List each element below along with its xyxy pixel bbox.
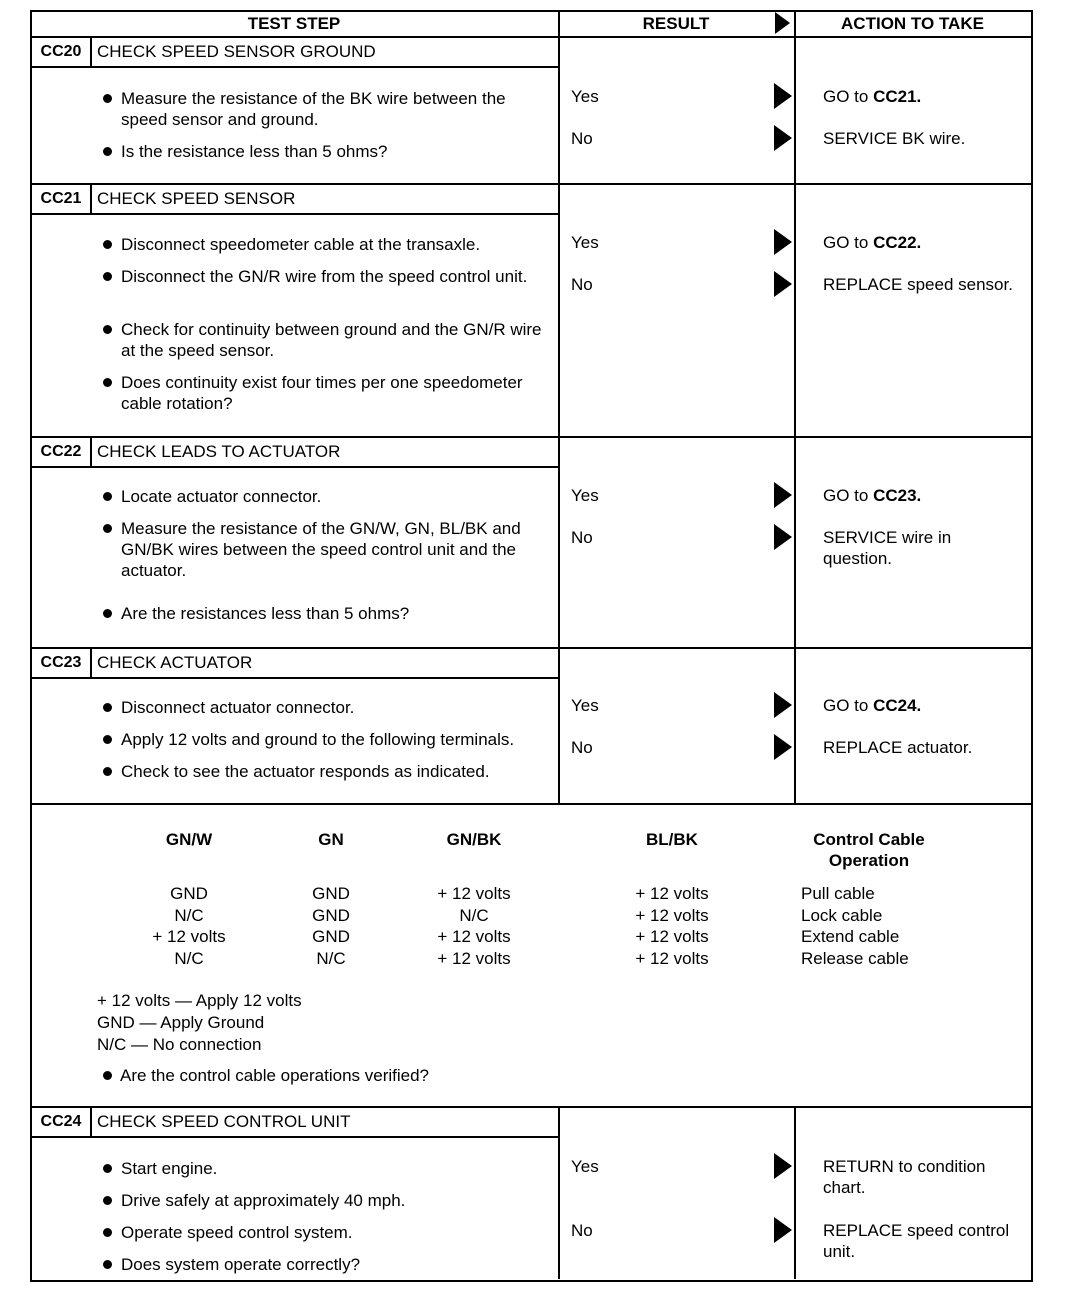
terminal-column-header: Control Cable Operation	[813, 830, 925, 870]
action-target: CC24.	[873, 696, 922, 715]
terminal-cell: N/C	[316, 948, 346, 968]
action-text	[823, 737, 1018, 758]
col-divider-2-cc24	[794, 1108, 796, 1279]
outer-border-top	[30, 10, 1033, 12]
code-box-divider	[90, 438, 92, 467]
result-label: Yes	[571, 233, 599, 252]
terminal-cell-operation: Pull cable	[801, 884, 875, 903]
terminal-cell: GND	[312, 884, 350, 903]
title-box-bottom	[30, 677, 558, 679]
step-bullet: Does continuity exist four times per one speedometer cable rotation?	[121, 373, 523, 413]
step-title: CHECK SPEED CONTROL UNIT	[97, 1112, 351, 1131]
action-prefix: GO to	[823, 696, 874, 715]
terminal-cell-operation: Lock cable	[801, 905, 883, 925]
title-box-bottom	[30, 213, 558, 215]
action-text	[823, 274, 1018, 295]
step-bullet: Is the resistance less than 5 ohms?	[121, 142, 388, 161]
bullet-icon	[103, 703, 112, 712]
action-prefix: SERVICE wire in question.	[823, 528, 952, 568]
legend-line: + 12 volts — Apply 12 volts	[97, 991, 302, 1010]
action-text	[823, 1220, 1018, 1262]
result-label: Yes	[571, 1157, 599, 1176]
terminal-column-header: GN	[318, 830, 344, 849]
step-code: CC22	[40, 443, 82, 460]
col-divider-2-cc23	[794, 649, 796, 803]
step-bullet: Start engine.	[121, 1159, 218, 1178]
code-box-divider	[90, 38, 92, 67]
terminal-cell-operation: Extend cable	[801, 927, 900, 946]
result-arrow-icon	[774, 482, 792, 508]
result-arrow-icon	[774, 1153, 792, 1179]
header-rule	[30, 36, 1031, 38]
bullet-icon	[103, 1228, 112, 1237]
action-prefix: SERVICE BK wire.	[823, 129, 966, 148]
step-title: CHECK SPEED SENSOR	[97, 189, 296, 208]
section-rule-cc21	[30, 183, 1031, 185]
bullet-icon	[103, 240, 112, 249]
terminal-cell-operation: Release cable	[801, 948, 909, 968]
terminal-question: Are the control cable operations verified?	[120, 1066, 430, 1085]
terminal-column-header: GN/BK	[446, 830, 502, 849]
col-divider-1-cc20	[558, 38, 560, 183]
header-arrow-icon	[775, 12, 790, 34]
step-bullet: Measure the resistance of the GN/W, GN, BL/BK and GN/BK wires between the speed control unit and the actuator.	[121, 519, 521, 580]
action-text	[823, 128, 1018, 149]
terminal-section-bottom	[30, 1106, 1031, 1108]
outer-border-bottom	[30, 1280, 1033, 1282]
step-bullet: Disconnect actuator connector.	[121, 698, 355, 717]
step-bullet: Check to see the actuator responds as indicated.	[121, 762, 490, 781]
action-prefix: GO to	[823, 486, 874, 505]
col-divider-1-cc21	[558, 185, 560, 436]
step-bullet: Apply 12 volts and ground to the following terminals.	[121, 730, 515, 749]
result-arrow-icon	[774, 83, 792, 109]
result-arrow-icon	[774, 1217, 792, 1243]
action-target: CC23.	[873, 486, 922, 505]
result-label: Yes	[571, 486, 599, 505]
bullet-icon	[103, 609, 112, 618]
result-label: No	[571, 129, 593, 148]
col-divider-2-cc20	[794, 38, 796, 183]
bullet-icon	[103, 1164, 112, 1173]
section-rule-cc22	[30, 436, 1031, 438]
action-prefix: REPLACE actuator.	[823, 738, 973, 757]
step-title: CHECK ACTUATOR	[97, 653, 253, 672]
result-label: Yes	[571, 696, 599, 715]
terminal-cell: N/C	[459, 905, 489, 925]
section-rule-cc23	[30, 647, 1031, 649]
header-result: RESULT	[642, 14, 710, 33]
step-title: CHECK SPEED SENSOR GROUND	[97, 42, 376, 61]
action-text	[823, 527, 1018, 569]
bullet-icon	[103, 1260, 112, 1269]
title-box-bottom	[30, 466, 558, 468]
bullet-icon	[103, 735, 112, 744]
terminal-column-header: GN/W	[165, 830, 213, 849]
bullet-icon	[103, 378, 112, 387]
action-prefix: REPLACE speed control unit.	[823, 1221, 1010, 1261]
bullet-icon	[103, 272, 112, 281]
code-box-divider	[90, 185, 92, 214]
col-divider-2-cc21	[794, 185, 796, 436]
terminal-cell: N/C	[174, 948, 204, 968]
action-target: CC22.	[873, 233, 922, 252]
action-prefix: REPLACE speed sensor.	[823, 275, 1013, 294]
col-divider-2-cc22	[794, 438, 796, 647]
terminal-cell: + 12 volts	[437, 927, 511, 946]
step-bullet: Drive safely at approximately 40 mph.	[121, 1191, 406, 1210]
action-prefix: GO to	[823, 87, 874, 106]
title-box-bottom	[30, 66, 558, 68]
result-arrow-icon	[774, 734, 792, 760]
bullet-icon	[103, 492, 112, 501]
terminal-section-top	[30, 803, 1031, 805]
step-bullet: Disconnect the GN/R wire from the speed control unit.	[121, 267, 528, 286]
result-arrow-icon	[774, 524, 792, 550]
action-text	[823, 232, 1018, 253]
terminal-cell: + 12 volts	[635, 927, 709, 946]
step-code: CC20	[40, 43, 82, 60]
step-bullet: Disconnect speedometer cable at the transaxle.	[121, 235, 481, 254]
action-text	[823, 485, 1018, 506]
header-action: ACTION TO TAKE	[841, 14, 984, 33]
title-box-bottom	[30, 1136, 558, 1138]
step-code: CC24	[40, 1113, 82, 1130]
legend-line: GND — Apply Ground	[97, 1013, 265, 1032]
step-title: CHECK LEADS TO ACTUATOR	[97, 442, 341, 461]
result-label: No	[571, 528, 593, 547]
bullet-icon	[103, 94, 112, 103]
col-divider-1-cc23	[558, 649, 560, 803]
step-code: CC23	[40, 654, 82, 671]
step-bullet: Measure the resistance of the BK wire between the speed sensor and ground.	[121, 89, 506, 129]
legend-line: N/C — No connection	[97, 1035, 262, 1054]
step-code: CC21	[40, 190, 82, 207]
bullet-icon	[103, 1196, 112, 1205]
terminal-cell: GND	[312, 927, 350, 946]
step-bullet: Operate speed control system.	[121, 1223, 353, 1242]
bullet-icon	[103, 147, 112, 156]
bullet-icon	[103, 1071, 112, 1080]
action-text	[823, 695, 1018, 716]
action-prefix: RETURN to condition chart.	[823, 1157, 986, 1197]
col-divider-2	[794, 10, 796, 38]
result-arrow-icon	[774, 271, 792, 297]
terminal-cell: + 12 volts	[152, 927, 226, 946]
code-box-divider	[90, 1108, 92, 1137]
col-divider-1-cc22	[558, 438, 560, 647]
terminal-cell: + 12 volts	[437, 884, 511, 903]
result-label: Yes	[571, 87, 599, 106]
terminal-cell: N/C	[174, 905, 204, 925]
result-label: No	[571, 275, 593, 294]
terminal-cell: + 12 volts	[635, 948, 709, 968]
col-divider-1-cc24	[558, 1108, 560, 1279]
result-arrow-icon	[774, 692, 792, 718]
terminal-cell: + 12 volts	[635, 905, 709, 925]
result-arrow-icon	[774, 125, 792, 151]
terminal-cell: + 12 volts	[437, 948, 511, 968]
terminal-column-header: BL/BK	[646, 830, 698, 849]
result-arrow-icon	[774, 229, 792, 255]
action-prefix: GO to	[823, 233, 874, 252]
col-divider-1	[558, 10, 560, 38]
terminal-cell: GND	[170, 884, 208, 903]
bullet-icon	[103, 325, 112, 334]
action-text	[823, 86, 1018, 107]
step-bullet: Does system operate correctly?	[121, 1255, 361, 1274]
terminal-cell: + 12 volts	[635, 884, 709, 903]
step-bullet: Are the resistances less than 5 ohms?	[121, 604, 410, 623]
bullet-icon	[103, 524, 112, 533]
terminal-cell: GND	[312, 905, 350, 925]
action-text	[823, 1156, 1018, 1198]
result-label: No	[571, 1221, 593, 1240]
header-test-step: TEST STEP	[247, 14, 341, 33]
step-bullet: Locate actuator connector.	[121, 487, 322, 506]
bullet-icon	[103, 767, 112, 776]
code-box-divider	[90, 649, 92, 678]
outer-border-right	[1031, 10, 1033, 1281]
result-label: No	[571, 738, 593, 757]
step-bullet: Check for continuity between ground and the GN/R wire at the speed sensor.	[121, 320, 542, 360]
action-target: CC21.	[873, 87, 922, 106]
